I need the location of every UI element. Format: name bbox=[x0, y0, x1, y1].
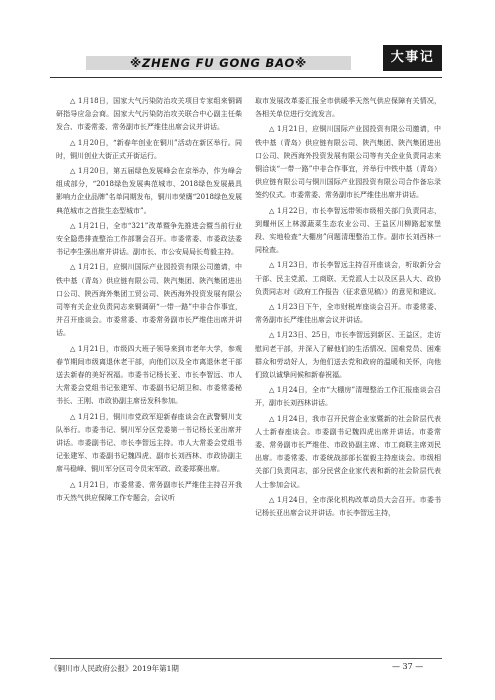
journal-title: ※ZHENG FU GONG BAO※ bbox=[129, 56, 307, 70]
page-header bbox=[0, 41, 495, 87]
paragraph: △ 1月24日，全市深化机构改革动员大会召开。市委书记杨长亚出席会议并讲话。市长李智远主持， bbox=[255, 495, 441, 518]
left-column bbox=[56, 95, 242, 507]
footer-issue: 《铜川市人民政府公报》2019年第1期 bbox=[50, 664, 179, 673]
paragraph: △ 1月21日，应铜川国际产业园投资有限公司邀请，中铁中基（青岛）供应链有限公司、陕汽集团、陕汽集团进出口公司、陕西海外集团工贸公司、陕西海外投资发展有限公司等有关企业负责同志来铜调研“一带一路”中非合作事宜，并召开座谈会。市委常委、市委常务副市长严维佳出席并讲话。 bbox=[56, 263, 242, 338]
paragraph: △ 1月21日，应铜川国际产业园投资有限公司邀请，中铁中基（青岛）供应链有限公司、陕汽集团、陕汽集团进出口公司、陕西海外投资发展有限公司等有关企业负责同志来铜洽谈“一带一路”中非合作事宜，并举行中铁中基（青岛）供应链有限公司与铜川国际产业园投资有限公司合作备忘录签约仪式。市委常委、常务副市长严维佳出席并讲话。 bbox=[255, 125, 441, 200]
section-label: 大事记 bbox=[383, 45, 442, 71]
right-column bbox=[255, 95, 441, 522]
paragraph: △ 1月24日，全市“大棚房”清理整治工作汇报座谈会召开，副市长刘西林讲话。 bbox=[255, 386, 441, 408]
paragraph: △ 1月20日，“新春年创业在铜川”活动在新区举行。同时，铜川创业大街正式开街运行。 bbox=[56, 138, 242, 160]
paragraph: △ 1月20日，第五届绿色发展峰会在京举办，作为峰会组成部分，“2018绿色发展典范城市、2018绿色发展最具影响力企业品牌”名单同期发布，铜川市荣膺“2018绿色发展典范城市之首批生态型城市”。 bbox=[56, 167, 242, 215]
paragraph: △ 1月23日下午，全市财税库座谈会召开。市委常委、常务副市长严维佳出席会议并讲话。 bbox=[255, 303, 441, 325]
footer-rule bbox=[50, 658, 442, 659]
paragraph: △ 1月23日，市长李智远主持召开座谈会，听取新分会干部、民主党派、工商联、无党派人士以及区县人大、政协负责同志对《政府工作报告（征求意见稿）》的意见和建议。 bbox=[255, 261, 441, 296]
paragraph: △ 1月23日、25日，市长李智远到新区、王益区，走访慰问老干部，并深入了解他们的生活情况、国难党员、困难群众和劳动好人，为他们送去党和政府的温暖和关怀，向他们致以诚挚问候和新春祝福。 bbox=[255, 331, 441, 380]
paragraph: △ 1月21日，市级四大班子领导来到市老年大学，参观春节期间市级离退休老干部，向他们以及全市离退休老干部送去新春的美好祝福。市委书记杨长亚、市长李智远、市人大常委会党组书记张建军、市委副书记胡卫和、市委常委秘书长、王刚、市政协副主席岳发科参加。 bbox=[56, 344, 242, 406]
page-number: — 37 — bbox=[392, 662, 424, 671]
paragraph: △ 1月21日，全市“321”改革暨争先推进会暨当前行业安全隐患排查整治工作部署会召开。市委常委、市委政法委书记李生强出席并讲话。副市长、市公安局局长苟毅主持。 bbox=[56, 221, 242, 257]
paragraph-continued: 取市发展改革委汇报全市供暖季天然气供应保障有关情况，各相关单位进行交流发言。 bbox=[255, 97, 441, 119]
header-rule bbox=[50, 77, 442, 78]
paragraph: △ 1月21日，市委常委、常务副市长严维佳主持召开我市天然气供应保障工作专题会，会议听 bbox=[56, 480, 242, 502]
paragraph: △ 1月21日，铜川市党政军迎新春座谈会在武警铜川支队举行。市委书记、铜川军分区党委第一书记杨长亚出席并讲话。市委副书记、市长李智远主持。市人大常委会党组书记张建军、市委副书记魏四虎、副市长刘西林、市政协副主席马稳峰、铜川军分区司令员宋军政、政委郑赛出席。 bbox=[56, 412, 242, 474]
paragraph: △ 1月24日，我市召开民营企业家暨新的社会阶层代表人士新春座谈会。市委副书记魏四虎出席并讲话。市委常委、常务副市长严维佳、市政协副主席、市工商联主席刘民出席。市委常委、市委统战部部长崔毅主持座谈会。市级相关部门负责同志，部分民营企业家代表和新的社会阶层代表人士参加会议。 bbox=[255, 414, 441, 489]
paragraph: △ 1月18日，国家大气污染防治攻关项目专家组来铜调研指导应急会商。国家大气污染防治攻关联合中心副主任柴发合、市委常委、常务副市长严维佳出席会议并讲话。 bbox=[56, 97, 242, 132]
paragraph: △ 1月22日，市长李智远带领市级相关部门负责同志，到耀州区上林源蔬菜生态农业公司、王益区川柳路起家堡段、实地检查“大棚房”问题清理整治工作。副市长刘西林一同检查。 bbox=[255, 206, 441, 255]
